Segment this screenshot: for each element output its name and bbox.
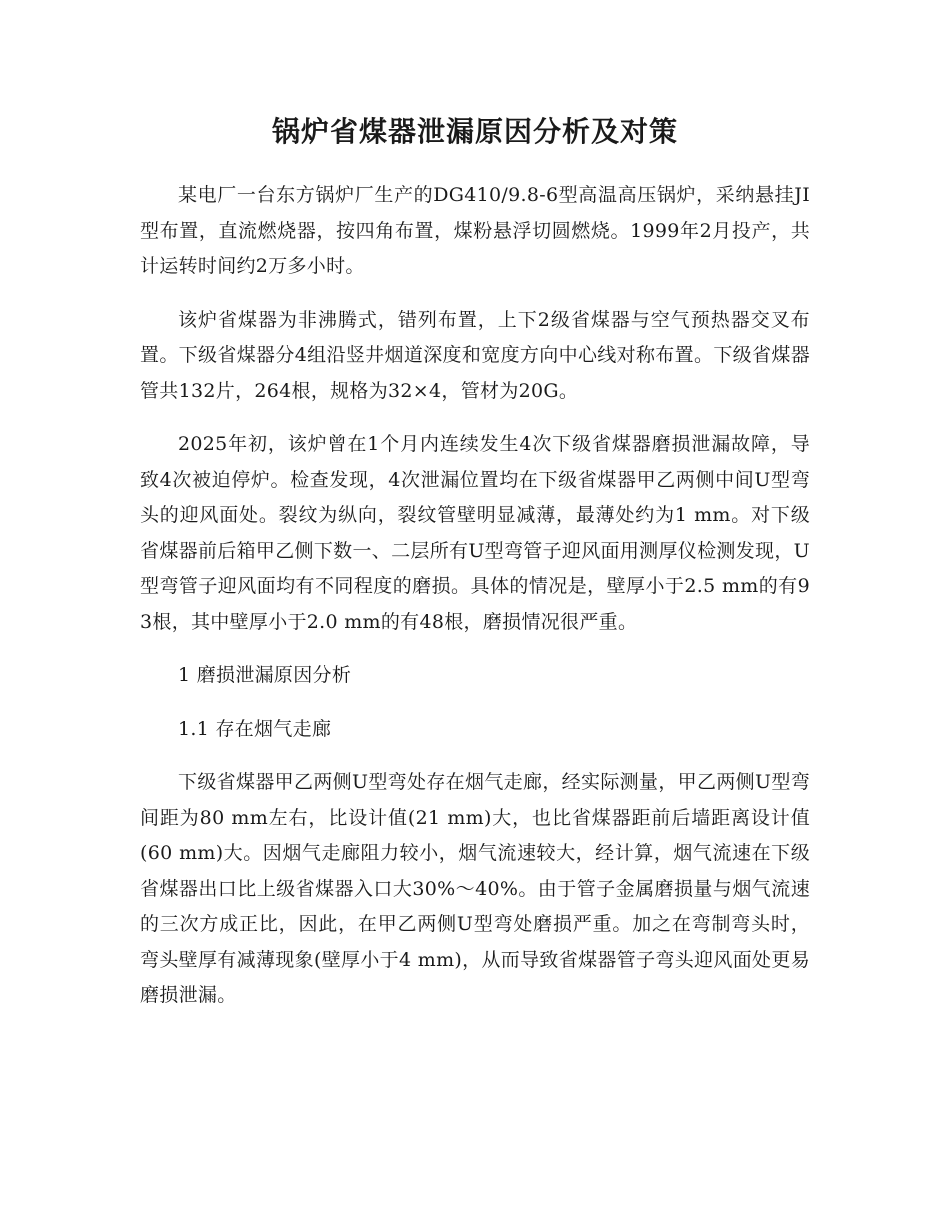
- section-heading: 1 磨损泄漏原因分析: [178, 664, 352, 686]
- paragraph-boiler-intro: 某电厂一台东方锅炉厂生产的DG410/9.8-6型高温高压锅炉，采纳悬挂JI型布置，直流燃烧器，按四角布置，煤粉悬浮切圆燃烧。1999年2月投产，共计运转时间约2万多小时。: [140, 184, 810, 277]
- paragraph-flue-gas-corridor: 下级省煤器甲乙两侧U型弯处存在烟气走廊，经实际测量，甲乙两侧U型弯间距为80 mm左右，比设计值(21 mm)大，也比省煤器距前后墙距离设计值(60 mm)大。因烟气走廊阻力较小，烟气流速较大，经计算，烟气流速在下级省煤器出口比上级省煤器入口大30%～40%。由于管子金属磨损量与烟气流速的三次方成正比，因此，在甲乙两侧U型弯处磨损严重。加之在弯制弯头时，弯头壁厚有减薄现象(壁厚小于4 mm)，从而导致省煤器管子弯头迎风面处更易磨损泄漏。: [140, 771, 810, 1006]
- document-page: [140, 104, 810, 1032]
- document-title: 锅炉省煤器泄漏原因分析及对策: [271, 115, 678, 148]
- subsection-heading: 1.1 存在烟气走廊: [178, 717, 332, 740]
- paragraph-economizer-layout: 该炉省煤器为非沸腾式，错列布置，上下2级省煤器与空气预热器交叉布置。下级省煤器分4组沿竖井烟道深度和宽度方向中心线对称布置。下级省煤器管共132片，264根，规格为32×4，管材为20G。: [140, 308, 810, 402]
- paragraph-leak-failures: 2025年初，该炉曾在1个月内连续发生4次下级省煤器磨损泄漏故障，导致4次被迫停炉。检查发现，4次泄漏位置均在下级省煤器甲乙两侧中间U型弯头的迎风面处。裂纹为纵向，裂纹管壁明显减薄，最薄处约为1 mm。对下级省煤器前后箱甲乙侧下数一、二层所有U型弯管子迎风面用测厚仪检测发现，U型弯管子迎风面均有不同程度的磨损。具体的情况是，壁厚小于2.5 mm的有93根，其中壁厚小于2.0 mm的有48根，磨损情况很严重。: [140, 433, 810, 633]
